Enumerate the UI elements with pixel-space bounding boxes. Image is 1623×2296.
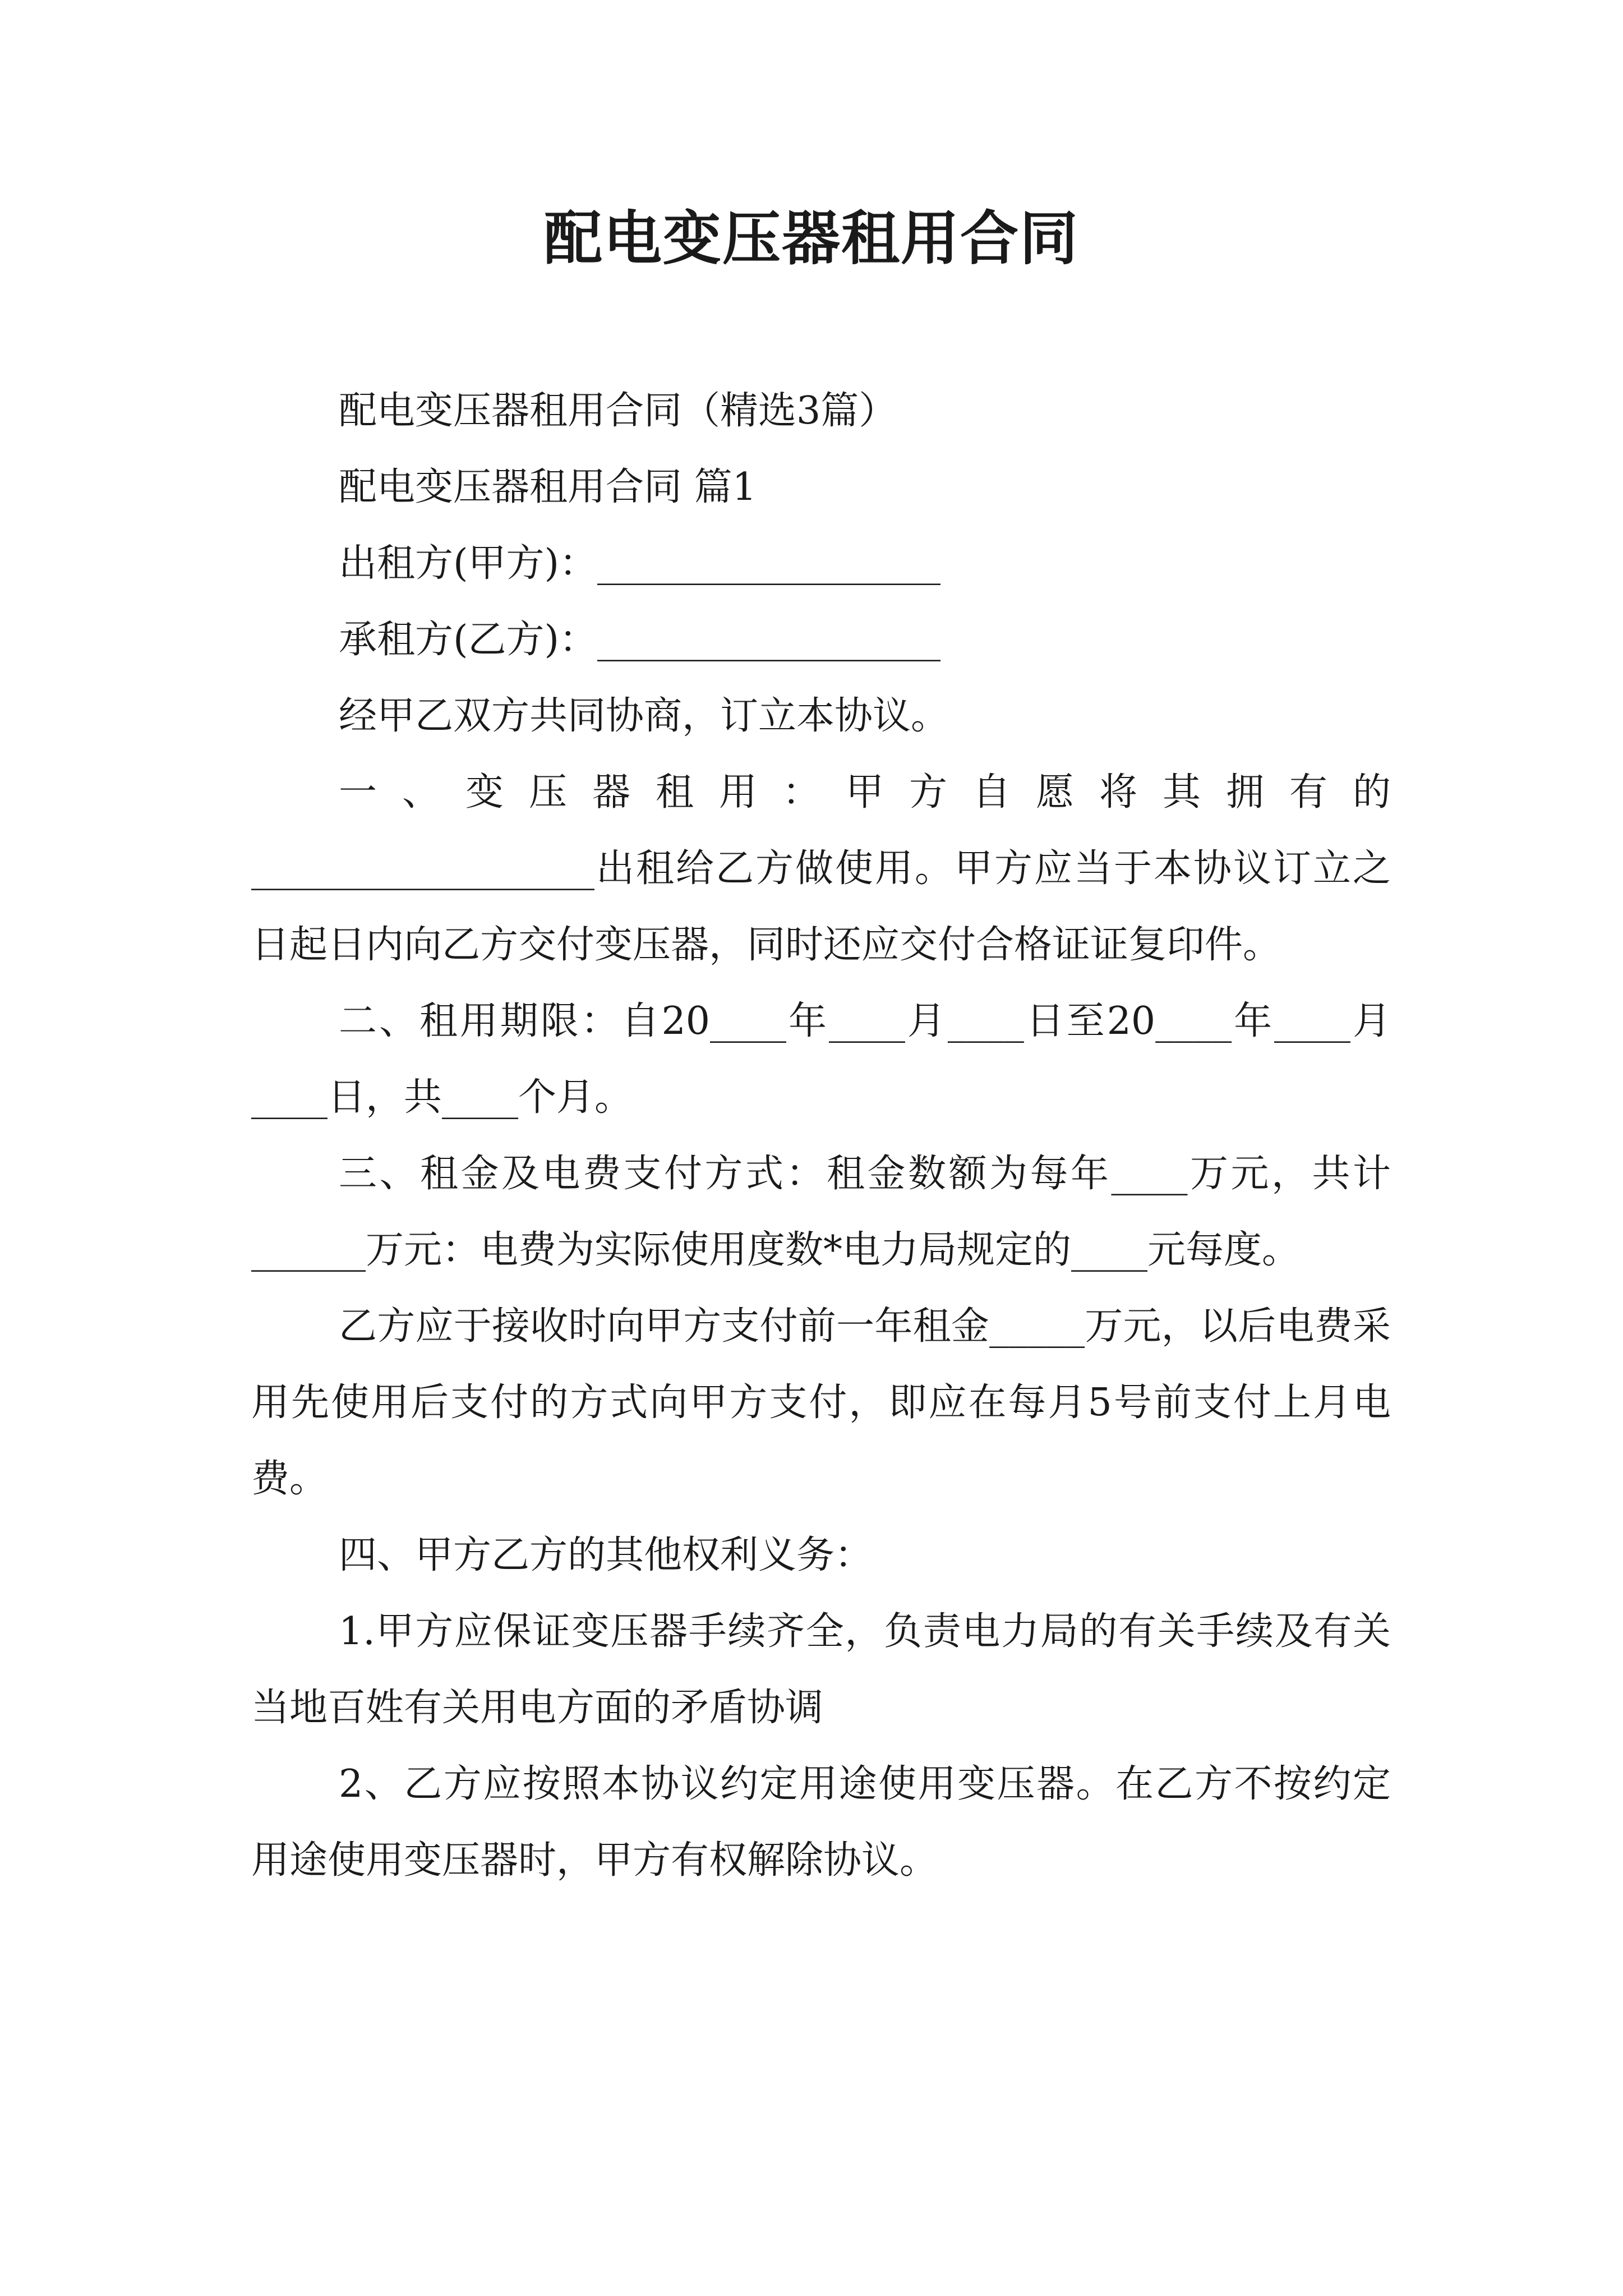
paragraph-agreement-intro: 经甲乙双方共同协商，订立本协议。 bbox=[339, 694, 949, 738]
paragraph-clause-1-body: __________________出租给乙方做使用。甲方应当于本协议订立之日起日内向乙方交付变压器，同时还应交付合格证证复印件。 bbox=[251, 846, 1391, 967]
paragraph-clause-4-item-1: 1.甲方应保证变压器手续齐全，负责电力局的有关手续及有关当地百姓有关用电方面的矛盾协调 bbox=[251, 1609, 1391, 1730]
paragraph-clause-3-payment: 三、租金及电费支付方式：租金数额为每年____万元，共计______万元：电费为实际使用度数*电力局规定的____元每度。 bbox=[251, 1152, 1391, 1272]
paragraph-lessee: 承租方(乙方)：__________________ bbox=[339, 618, 941, 662]
paragraph-lessor: 出租方(甲方)：__________________ bbox=[339, 541, 941, 586]
document-title: 配电变压器租用合同 bbox=[543, 204, 1079, 273]
paragraph-subtitle: 配电变压器租用合同（精选3篇） bbox=[339, 389, 897, 433]
paragraph-clause-4-item-2: 2、乙方应按照本协议约定用途使用变压器。在乙方不按约定用途使用变压器时，甲方有权解除协议。 bbox=[251, 1762, 1391, 1883]
paragraph-part-heading: 配电变压器租用合同 篇1 bbox=[339, 465, 757, 509]
paragraph-clause-2-term: 二、租用期限：自20____年____月____日至20____年____月____日，共____个月。 bbox=[251, 999, 1391, 1120]
paragraph-clause-1-heading: 一、变压器租用：甲方自愿将其拥有的 bbox=[339, 770, 1391, 815]
paragraph-clause-4-heading: 四、甲方乙方的其他权利义务： bbox=[339, 1533, 873, 1577]
document-body bbox=[251, 373, 1391, 1899]
paragraph-prepayment: 乙方应于接收时向甲方支付前一年租金_____万元，以后电费采用先使用后支付的方式向甲方支付，即应在每月5号前支付上月电费。 bbox=[251, 1304, 1391, 1501]
